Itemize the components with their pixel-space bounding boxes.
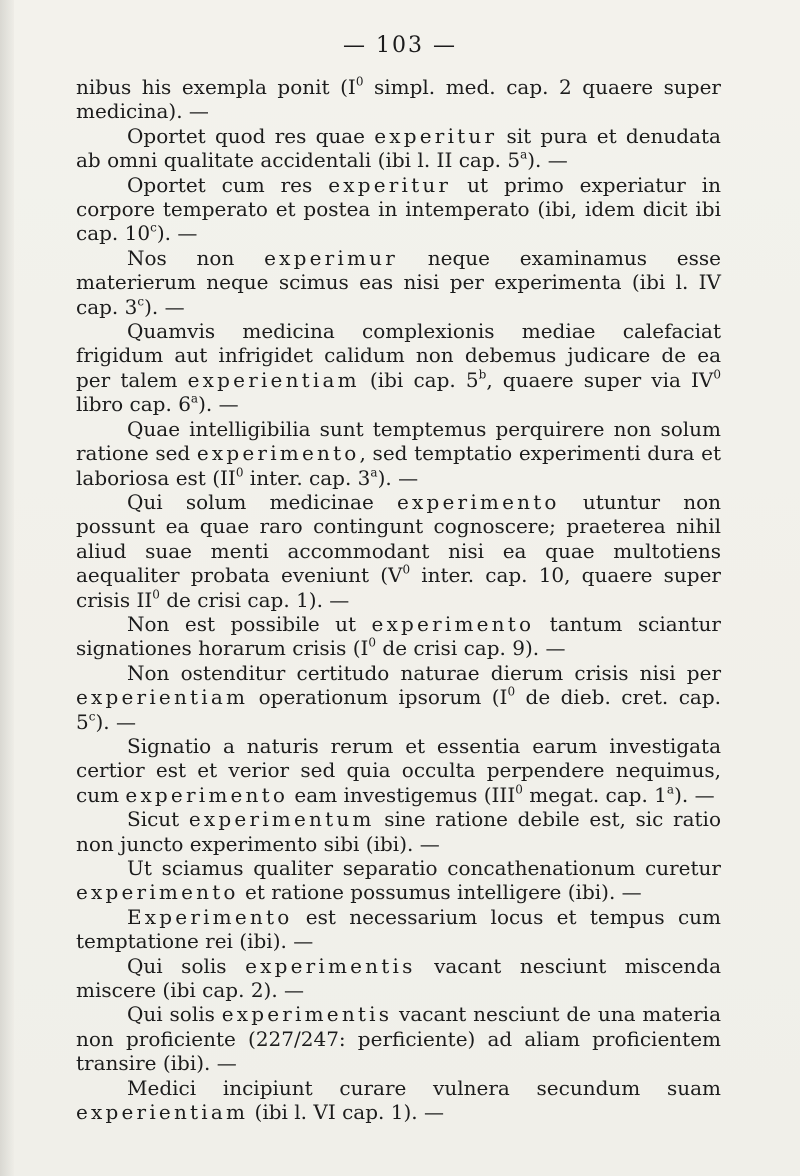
paragraph [76, 1076, 721, 1125]
superscript: 0 [355, 74, 364, 89]
text-run: Qui solis [127, 953, 246, 978]
text-run: ). — [198, 392, 239, 417]
spaced-term: experientiam [187, 367, 360, 392]
spaced-term: experitur [374, 123, 498, 148]
spaced-term: experimento [371, 611, 535, 636]
superscript: a [520, 147, 528, 162]
paragraph [76, 1002, 721, 1075]
paragraph [76, 246, 721, 319]
text-run: , sed temptatio experimenti dura et laboriosa est (II [76, 441, 721, 490]
superscript: 0 [515, 782, 523, 797]
spaced-term: experientiam [76, 1100, 249, 1125]
text-run: (ibi l. VI cap. 1). — [248, 1100, 444, 1125]
text-run: Oportet cum res [127, 172, 329, 197]
text-run: sine ratione debile est, sic ratio non juncto experimento sibi (ibi). — [76, 807, 721, 856]
text-run: tantum sciantur signationes horarum crisis (I [76, 611, 721, 661]
text-run: ). — [95, 709, 136, 734]
paragraph [76, 807, 721, 856]
paragraph [76, 75, 721, 124]
spaced-term: experimentis [221, 1002, 393, 1027]
text-run: Quamvis medicina complexionis mediae calefaciat frigidum aut infrigidet calidum non debemus judicare de ea per talem [76, 319, 721, 392]
text-run: Non est possibile ut [127, 611, 372, 636]
superscript: a [190, 391, 199, 406]
superscript: 0 [713, 367, 722, 382]
text-run: Signatio a naturis rerum et essentia earum investigata certior est et verior sed quia occulta perpendere nequimus, cum [76, 733, 721, 807]
spaced-term: experimentis [245, 953, 416, 978]
text-run: Medici incipiunt curare vulnera secundum suam [127, 1075, 721, 1100]
text-run: megat. cap. 1 [522, 782, 667, 807]
text-run: operationum ipsorum (I [248, 685, 508, 710]
paragraph [76, 905, 721, 954]
text-run: Qui solum medicinae [127, 489, 397, 514]
page-shadow [0, 0, 14, 1176]
superscript: c [88, 708, 96, 723]
text-run: neque examinamus esse materierum neque scimus eas nisi per experimenta (ibi l. IV cap. 3 [76, 245, 721, 319]
text-run: inter. cap. 10, quaere super crisis II [76, 563, 721, 612]
spaced-term: experimento [125, 782, 289, 807]
superscript: a [666, 782, 675, 797]
text-run: simpl. med. cap. 2 quaere super medicina). — [76, 75, 721, 124]
text-run: ). — [144, 294, 185, 319]
text-run: inter. cap. 3 [243, 465, 371, 490]
text-run: , quaere super via IV [486, 367, 714, 392]
text-run: vacant nesciunt miscenda miscere (ibi cap. 2). — [76, 953, 722, 1003]
text-run: ). — [674, 782, 715, 807]
paragraph [76, 612, 721, 661]
text-run: ). — [527, 148, 568, 173]
text-run: Qui solis [127, 1002, 222, 1027]
text-run: nibus his exempla ponit (I [76, 75, 356, 99]
spaced-term: experimento [196, 441, 360, 466]
spaced-term: experientiam [76, 685, 249, 710]
text-run: Non ostenditur certitudo naturae dierum crisis nisi per [127, 660, 721, 685]
text-run: eam investigemus (III [288, 782, 516, 807]
text-run: vacant nesciunt de una materia non proficiente (227/247: perficiente) ad aliam proficientem transire (ibi). — [76, 1002, 722, 1076]
body-text [76, 75, 721, 1124]
text-run: de crisi cap. 9). — [376, 636, 566, 661]
spaced-term: Experimento [127, 904, 293, 929]
superscript: 0 [235, 464, 244, 479]
superscript: 0 [368, 635, 377, 650]
text-run: de dieb. cret. cap. 5 [76, 685, 721, 734]
text-run: utuntur non possunt ea quae raro contingunt cognoscere; praeterea nihil aliud suae menti accommodant nisi ea quae multotiens aequaliter probata eveniunt (V [76, 489, 721, 588]
text-run: Sicut [127, 807, 189, 832]
text-run: Nos non [127, 245, 265, 270]
spaced-term: experimentum [188, 807, 375, 832]
text-run: Oportet quod res quae [127, 123, 375, 148]
paragraph [76, 954, 721, 1003]
text-run: et ratione possumus intelligere (ibi). — [238, 880, 642, 905]
paragraph [76, 173, 721, 246]
superscript: b [478, 367, 487, 382]
superscript: c [137, 294, 145, 309]
text-run: (ibi cap. 5 [359, 367, 479, 392]
paragraph [76, 417, 721, 490]
paragraph [76, 734, 721, 807]
spaced-term: experimento [397, 489, 560, 514]
superscript: 0 [152, 586, 160, 601]
page-number: — 103 — [343, 33, 457, 58]
superscript: 0 [507, 684, 516, 699]
paragraph [76, 856, 721, 905]
text-run: ). — [377, 465, 419, 490]
text-run: Quae intelligibilia sunt temptemus perquirere non solum ratione sed [76, 416, 721, 466]
superscript: 0 [402, 562, 411, 577]
superscript: c [150, 220, 157, 235]
text-run: de crisi cap. 1). — [159, 587, 350, 612]
spaced-term: experimur [264, 245, 399, 270]
paragraph [76, 124, 721, 173]
text-run: sit pura et denudata ab omni qualitate accidentali (ibi l. II cap. 5 [76, 123, 721, 173]
superscript: a [370, 464, 378, 479]
paragraph [76, 319, 721, 417]
text-run: libro cap. 6 [76, 392, 191, 417]
text-run: ). — [156, 221, 198, 246]
spaced-term: experitur [328, 172, 452, 197]
spaced-term: experimento [76, 880, 239, 905]
paragraph [76, 661, 721, 734]
text-run: ut primo experiatur in corpore temperato et postea in intemperato (ibi, idem dicit ibi cap. 10 [76, 172, 721, 246]
text-run: est necessarium locus et tempus cum temptatione rei (ibi). — [76, 904, 721, 954]
paragraph [76, 490, 721, 612]
text-run: Ut sciamus qualiter separatio concathenationum curetur [127, 856, 721, 880]
